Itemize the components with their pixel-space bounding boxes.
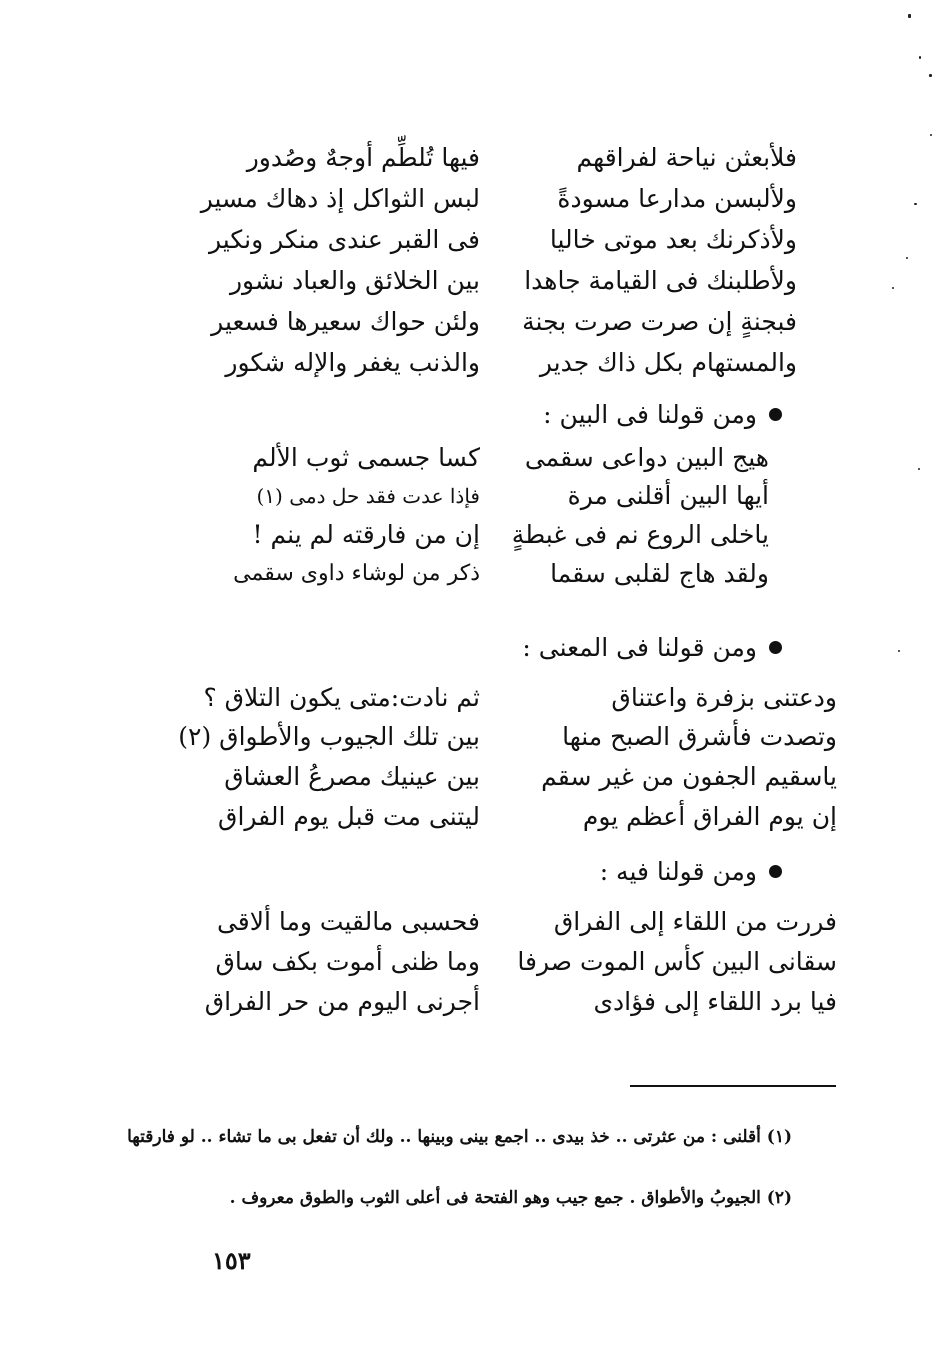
scan-speck bbox=[929, 74, 932, 77]
verse-left-hemistich: وما ظنى أموت بكف ساق bbox=[215, 947, 480, 976]
verse-line bbox=[0, 136, 937, 180]
verse-right-hemistich: فررت من اللقاء إلى الفراق bbox=[553, 907, 837, 936]
verse-left-hemistich: ذكر من لوشاء داوى سقمى bbox=[233, 561, 480, 586]
scan-speck bbox=[908, 14, 911, 18]
verse-right-hemistich: وتصدت فأشرق الصبح منها bbox=[562, 722, 837, 751]
section-heading-text: ومن قولنا فى البين : bbox=[543, 400, 757, 429]
verse-line bbox=[0, 940, 937, 984]
section-heading bbox=[522, 628, 782, 668]
verse-line bbox=[0, 513, 937, 557]
verse-right-hemistich: ولألبسن مدارعا مسودةً bbox=[557, 184, 797, 213]
verse-left-hemistich: ولئن حواك سعيرها فسعير bbox=[211, 307, 480, 336]
verse-right-hemistich: فبجنةٍ إن صرت صرت بجنة bbox=[522, 307, 797, 336]
poem-4 bbox=[0, 900, 937, 1030]
footnote-divider bbox=[630, 1085, 836, 1087]
verse-line bbox=[0, 300, 937, 344]
verse-right-hemistich: أيها البين أقلنى مرة bbox=[567, 481, 769, 510]
poem-2 bbox=[0, 436, 937, 606]
section-heading bbox=[543, 395, 782, 435]
verse-line bbox=[0, 795, 937, 839]
verse-right-hemistich: ودعتنى بزفرة واعتناق bbox=[611, 683, 837, 712]
poem-1 bbox=[0, 136, 937, 406]
verse-line bbox=[0, 218, 937, 262]
bullet-icon bbox=[769, 641, 782, 654]
verse-right-hemistich: فيا برد اللقاء إلى فؤادى bbox=[593, 987, 837, 1016]
verse-line bbox=[0, 341, 937, 385]
verse-line bbox=[0, 259, 937, 303]
verse-left-hemistich: إن من فارقته لم ينم ! bbox=[252, 520, 480, 549]
bullet-icon bbox=[769, 865, 782, 878]
verse-right-hemistich: ولأطلبنك فى القيامة جاهدا bbox=[524, 266, 797, 295]
verse-left-hemistich: ثم نادت:متى يكون التلاق ؟ bbox=[203, 683, 480, 712]
verse-line bbox=[0, 755, 937, 799]
verse-right-hemistich: ياخلى الروع نم فى غبطةٍ bbox=[511, 520, 769, 549]
verse-line bbox=[0, 715, 937, 759]
verse-right-hemistich: هيج البين دواعى سقمى bbox=[524, 443, 769, 472]
scan-speck bbox=[919, 56, 921, 59]
verse-left-hemistich: والذنب يغفر والإله شكور bbox=[225, 348, 480, 377]
verse-right-hemistich: ولأذكرنك بعد موتى خاليا bbox=[549, 225, 797, 254]
verse-right-hemistich: إن يوم الفراق أعظم يوم bbox=[582, 802, 837, 831]
verse-right-hemistich: فلأبعثن نياحة لفراقهم bbox=[576, 143, 797, 172]
verse-line bbox=[0, 474, 937, 518]
verse-right-hemistich: والمستهام بكل ذاك جدير bbox=[539, 348, 797, 377]
verse-left-hemistich: كسا جسمى ثوب الألم bbox=[252, 443, 480, 472]
verse-right-hemistich: ياسقيم الجفون من غير سقم bbox=[541, 762, 837, 791]
verse-left-hemistich: فيها تُلطِّم أوجهٌ وصُدور bbox=[246, 143, 480, 172]
verse-right-hemistich: سقانى البين كأس الموت صرفا bbox=[517, 947, 837, 976]
verse-line bbox=[0, 177, 937, 221]
poem-3 bbox=[0, 676, 937, 846]
verse-left-hemistich: فحسبى مالقيت وما ألاقى bbox=[216, 907, 480, 936]
verse-right-hemistich: ولقد هاج لقلبى سقما bbox=[550, 559, 769, 588]
verse-left-hemistich: فى القبر عندى منكر ونكير bbox=[209, 225, 480, 254]
verse-left-hemistich: لبس الثواكل إذ دهاك مسير bbox=[200, 184, 480, 213]
verse-line bbox=[0, 900, 937, 944]
verse-line bbox=[0, 552, 937, 596]
verse-left-hemistich: بين تلك الجيوب والأطواق (٢) bbox=[178, 722, 480, 751]
footnote-2: (٢) الجيوبُ والأطواق . جمع جيب وهو الفتحة فى أعلى الثوب والطوق معروف . bbox=[229, 1188, 792, 1208]
section-heading-text: ومن قولنا فى المعنى : bbox=[522, 633, 757, 662]
section-heading bbox=[600, 852, 782, 892]
section-heading-text: ومن قولنا فيه : bbox=[599, 857, 757, 886]
verse-line bbox=[0, 676, 937, 720]
scan-speck bbox=[898, 650, 900, 652]
verse-left-hemistich: بين عينيك مصرعُ العشاق bbox=[224, 762, 480, 791]
verse-left-hemistich: أجرنى اليوم من حر الفراق bbox=[204, 987, 480, 1016]
footnote-1: (١) أقلنى : من عثرتى .. خذ بيدى .. اجمع بينى وبينها .. ولك أن تفعل بى ما تشاء .. لو فارقتها bbox=[127, 1127, 792, 1147]
verse-left-hemistich: ليتنى مت قبل يوم الفراق bbox=[218, 802, 480, 831]
page-number: ١٥٣ bbox=[212, 1246, 251, 1275]
verse-left-hemistich: بين الخلائق والعباد نشور bbox=[229, 266, 480, 295]
bullet-icon bbox=[769, 408, 782, 421]
verse-line bbox=[0, 980, 937, 1024]
verse-left-hemistich: فإذا عدت فقد حل دمى (١) bbox=[256, 484, 480, 508]
